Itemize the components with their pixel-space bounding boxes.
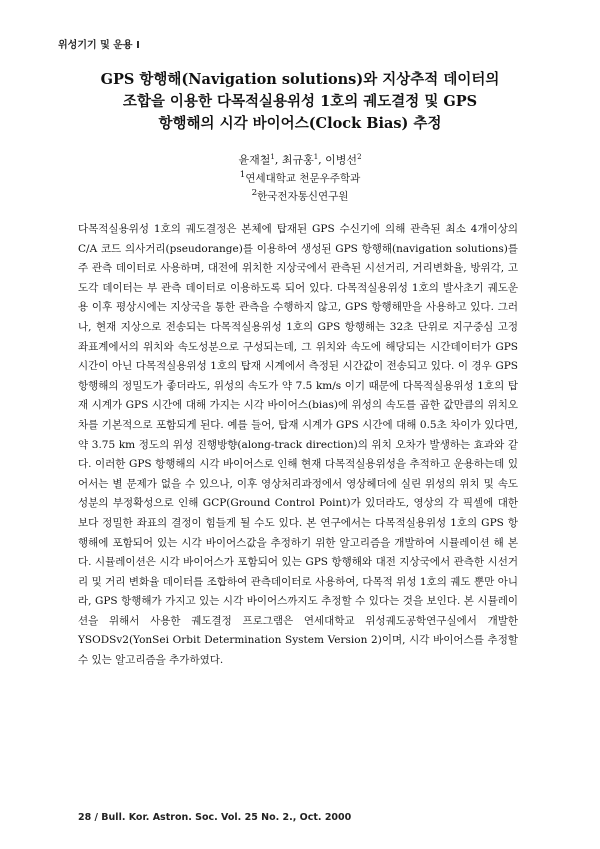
title-line: GPS 항행해(Navigation solutions)와 지상추적 데이터의	[100, 71, 500, 88]
author-affil-mark: 1	[313, 153, 319, 161]
abstract-text: 다목적실용위성 1호의 궤도결정은 본체에 탑재된 GPS 수신기에 의해 관측된 최소 4개이상의 C/A 코드 의사거리(pseudorange)를 이용하여 생성된 GPS 항행해(navigation solutions)를 주 관측 데이터로 사용하며, 대전에 위치한 지상국에서 관측된 시선거리, 거리변화율, 방위각, 고도각 데이터는 부 관측 데이터로 이용하도록 되어 있다. 다목적실용위성 1호의 발사초기 궤도운용 이후 평상시에는 지상국을 통한 관측을 수행하지 않고, GPS 항행해만을 사용하고 있다. 그러나, 현재 지상으로 전송되는 다목적실용위성 1호의 GPS 항행해는 32초 단위로 지구중심 고정 좌표계에서의 위치와 속도성분으로 구성되는데, 그 위치와 속도에 해당되는 시간데이터가 GPS 시간이 아닌 다목적실용위성 1호의 탑재 시계에서 측정된 시간값이 전송되고 있다. 이 경우 GPS 항행해의 정밀도가 좋더라도, 위성의 속도가 약 7.5 km/s 이기 때문에 다목적실용위성 1호의 탑재 시계가 GPS 시간에 대해 가지는 시각 바이어스(bias)에 위성의 속도를 곱한 값만큼의 위치오차를 기본적으로 포함되게 된다. 예를 들어, 탑재 시계가 GPS 시간에 대해 0.5초 차이가 있다면, 약 3.75 km 정도의 위성 진행방향(along-track direction)의 위치 오차가 발생하는 효과와 같다. 이러한 GPS 항행해의 시각 바이어스로 인해 현재 다목적실용위성을 추적하고 운용하는데 있어서는 별 문제가 없을 수 있으나, 이후 영상처리과정에서 영상헤더에 실린 위성의 위치 및 속도성분의 부정확성으로 인해 GCP(Ground Control Point)가 있더라도, 영상의 각 픽셀에 대한 보다 정밀한 좌표의 결정이 힘들게 될 수도 있다. 본 연구에서는 다목적실용위성 1호의 GPS 항행해에 포함되어 있는 시각 바이어스값을 추정하기 위한 알고리즘을 개발하여 시뮬레이션 해 본다. 시뮬레이션은 시각 바이어스가 포함되어 있는 GPS 항행해와 대전 지상국에서 관측한 시선거리 및 거리 변화율 데이터를 조합하여 관측데이터로 사용하여, 다목적 위성 1호의 궤도 뿐만 아니라, GPS 항행해가 가지고 있는 시각 바이어스까지도 추정할 수 있다는 것을 보인다. 본 시뮬레이션을 위해서 사용한 궤도결정 프로그램은 연세대학교 위성궤도공학연구실에서 개발한 YSODSv2(YonSei Orbit Determination System Version 2)이며, 시각 바이어스를 추정할 수 있는 알고리즘을 추가하였다.	[78, 223, 518, 667]
running-header: 위성기기 및 운용 I	[58, 40, 140, 51]
author-name: 이병선	[325, 153, 358, 167]
author-name: 윤재철	[238, 153, 271, 167]
author-name: 최규홍	[281, 153, 314, 167]
affiliation-text: 연세대학교 천문우주학과	[245, 172, 361, 185]
paper-title	[60, 69, 540, 135]
affiliation-mark: 2	[251, 188, 258, 198]
page-footer: 28 / Bull. Kor. Astron. Soc. Vol. 25 No. 2., Oct. 2000	[78, 812, 352, 823]
affiliation-text: 한국전자통신연구원	[257, 190, 349, 203]
author-list: 윤재철$^1$, 최규홍$^1$, 이병선$^2$	[238, 153, 362, 167]
affiliation	[0, 185, 600, 205]
title-line: 항행해의 시각 바이어스(Clock Bias) 추정	[158, 115, 442, 132]
title-line: 조합을 이용한 다목적실용위성 1호의 궤도결정 및 GPS	[122, 93, 478, 110]
author-affil-mark: 2	[357, 153, 362, 161]
affiliation-mark: 1	[239, 170, 246, 180]
abstract	[78, 220, 518, 671]
author-affil-mark: 1	[270, 153, 275, 161]
affiliation	[0, 167, 600, 187]
